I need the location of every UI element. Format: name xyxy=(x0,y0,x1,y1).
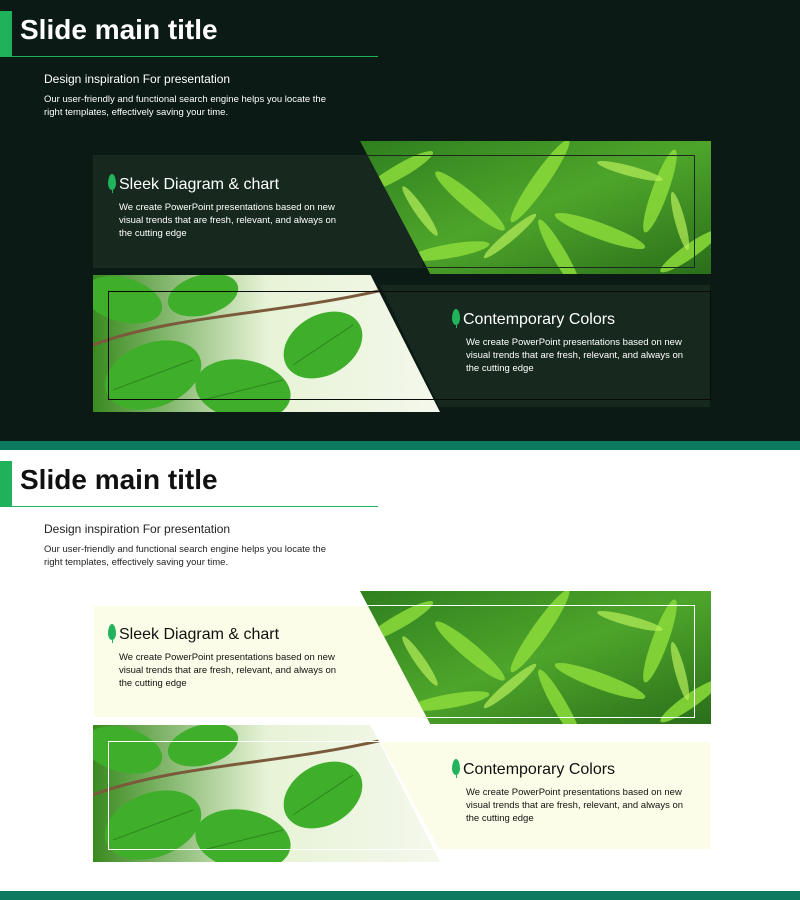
leaf-icon xyxy=(452,759,460,775)
card-sleek-diagram xyxy=(93,605,423,717)
slide-description: Our user-friendly and functional search engine helps you locate the right templates, effectively saving your time. xyxy=(44,544,327,568)
slide-title: Slide main title xyxy=(20,14,218,45)
leaf-icon xyxy=(108,624,116,640)
slide-bottom-bar xyxy=(0,891,800,900)
card-text: We create PowerPoint presentations based on new visual trends that are fresh, relevant, and always on the cutting edge xyxy=(119,652,337,689)
leaf-icon xyxy=(452,309,460,325)
slide-subtitle: Design inspiration For presentation xyxy=(44,522,231,536)
card-heading: Sleek Diagram & chart xyxy=(119,176,280,193)
slide-light xyxy=(0,450,800,900)
slide-title: Slide main title xyxy=(20,464,218,495)
title-accent-block xyxy=(0,11,12,57)
title-underline xyxy=(0,506,378,507)
card-text: We create PowerPoint presentations based on new visual trends that are fresh, relevant, and always on the cutting edge xyxy=(119,202,337,239)
slide-subtitle: Design inspiration For presentation xyxy=(44,72,231,86)
card-text: We create PowerPoint presentations based on new visual trends that are fresh, relevant, and always on the cutting edge xyxy=(466,787,684,824)
leaf-icon xyxy=(108,174,116,190)
slide-description: Our user-friendly and functional search engine helps you locate the right templates, effectively saving your time. xyxy=(44,94,327,118)
title-underline xyxy=(0,56,378,57)
card-text: We create PowerPoint presentations based on new visual trends that are fresh, relevant, and always on the cutting edge xyxy=(466,337,684,374)
card-heading: Sleek Diagram & chart xyxy=(119,626,280,643)
card-heading: Contemporary Colors xyxy=(463,761,616,778)
title-accent-block xyxy=(0,461,12,507)
card-sleek-diagram xyxy=(93,155,423,267)
slide-separator-bar xyxy=(0,441,800,450)
card-heading: Contemporary Colors xyxy=(463,311,616,328)
